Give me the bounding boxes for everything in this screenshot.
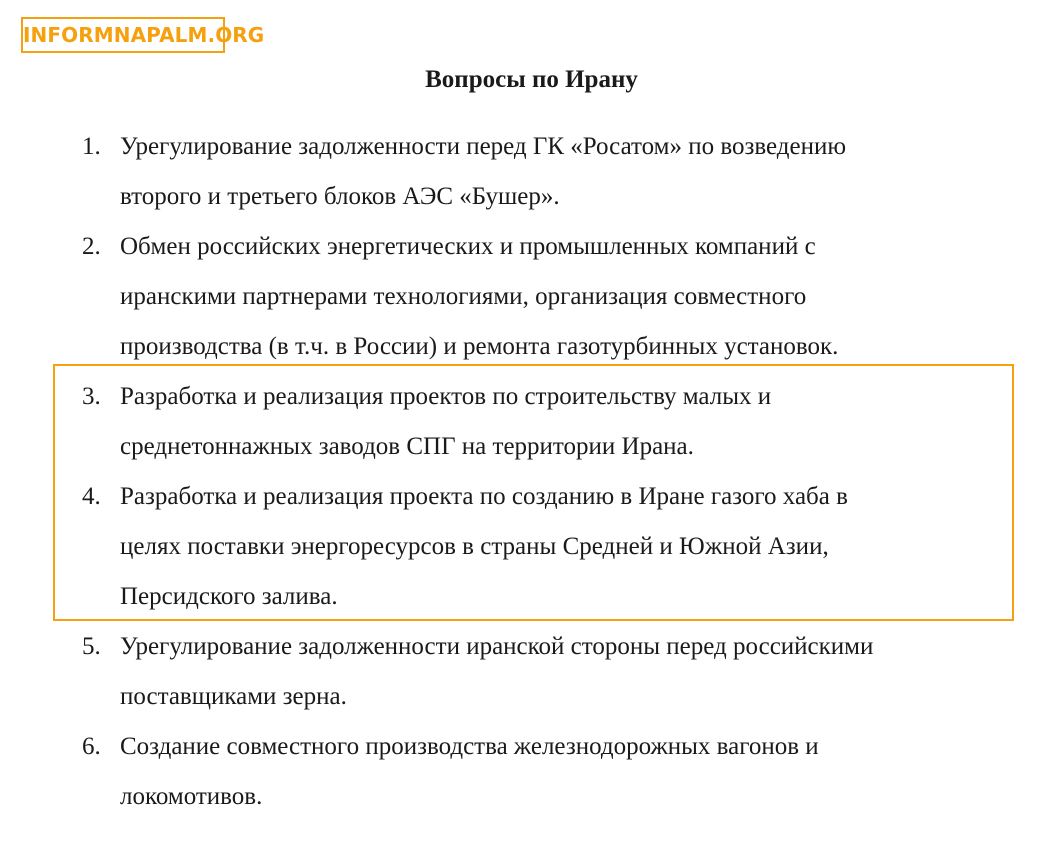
list-item <box>0 622 1040 722</box>
list-item-text-line: Создание совместного производства железнодорожных вагонов и <box>120 733 819 760</box>
list-item-number: 6. <box>82 733 101 760</box>
list-item-number: 1. <box>82 133 101 160</box>
list-item-text-line: Персидского залива. <box>120 583 338 610</box>
list-item-text-line: иранскими партнерами технологиями, организация совместного <box>120 283 807 310</box>
list-item <box>0 472 1040 622</box>
list-item-text-line: Разработка и реализация проектов по строительству малых и <box>120 383 772 410</box>
list-item-number: 5. <box>82 633 101 660</box>
list-item <box>0 222 1040 372</box>
list-item-text-line: Урегулирование задолженности перед ГК «Росатом» по возведению <box>120 133 847 160</box>
list-item-text-line: Разработка и реализация проекта по созданию в Иране газого хаба в <box>120 483 848 510</box>
list-item-text-line: второго и третьего блоков АЭС «Бушер». <box>120 183 560 210</box>
list-item-text-line: поставщиками зерна. <box>120 683 347 710</box>
site-watermark-badge: INFORMNAPALM.ORG <box>21 17 225 53</box>
list-item-text-line: целях поставки энергоресурсов в страны Средней и Южной Азии, <box>120 533 829 560</box>
list-item-number: 4. <box>82 483 101 510</box>
document-title: Вопросы по Ирану <box>425 66 638 93</box>
list-item-number: 2. <box>82 233 101 260</box>
list-item-text-line: Обмен российских энергетических и промышленных компаний с <box>120 233 816 260</box>
list-item-text-line: Урегулирование задолженности иранской стороны перед российскими <box>120 633 874 660</box>
list-item-text-line: локомотивов. <box>120 783 263 810</box>
list-item <box>0 372 1040 472</box>
issues-list <box>0 122 1040 822</box>
list-item-text-line: среднетоннажных заводов СПГ на территории Ирана. <box>120 433 694 460</box>
list-item-text-line: производства (в т.ч. в России) и ремонта газотурбинных установок. <box>120 333 839 360</box>
list-item <box>0 122 1040 222</box>
list-item <box>0 722 1040 822</box>
list-item-number: 3. <box>82 383 101 410</box>
